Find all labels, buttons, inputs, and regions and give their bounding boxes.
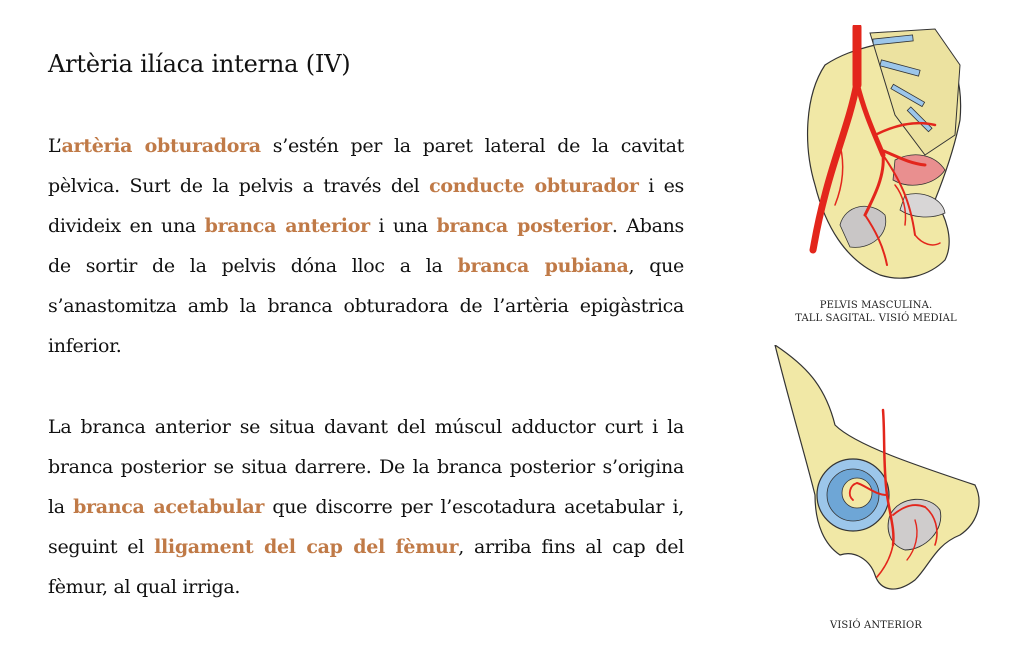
paragraph-obturator-artery: [48, 126, 684, 366]
caption-line: PELVIS MASCULINA.: [819, 300, 933, 311]
page-title: Artèria ilíaca interna (IV): [48, 50, 351, 78]
text: i es divideix en una: [48, 175, 684, 237]
highlight-term: branca anterior: [204, 215, 370, 237]
text: . Abans de sortir de la pelvis dóna lloc a la: [48, 215, 684, 277]
figure2-caption: VISIÓ ANTERIOR: [830, 620, 922, 631]
hip-anterior-illustration: [765, 345, 985, 605]
text: L’: [48, 135, 62, 157]
text: , arriba fins al cap del fèmur, al qual irriga.: [48, 536, 684, 598]
paragraph-branches: [48, 407, 684, 607]
text: La branca anterior se situa davant del múscul adductor curt i la branca posterior se situa darrere. De la branca posterior s’origina la: [48, 416, 684, 518]
highlight-term: branca pubiana: [457, 255, 629, 277]
figure1-caption: [756, 299, 996, 325]
highlight-term: branca posterior: [436, 215, 612, 237]
pelvis-sagittal-illustration: [795, 25, 965, 290]
text: s’estén per la paret lateral de la cavitat pèlvica. Surt de la pelvis a través del: [48, 135, 685, 197]
text: que discorre per l’escotadura acetabular i, seguint el: [48, 496, 684, 558]
hip-bone: [775, 345, 979, 589]
caption-line: TALL SAGITAL. VISIÓ MEDIAL: [795, 313, 957, 324]
text: i una: [369, 215, 437, 237]
highlight-term: lligament del cap del fèmur: [154, 536, 459, 558]
text: , que s’anastomitza amb la branca obturadora de l’artèria epigàstrica inferior.: [48, 255, 684, 357]
highlight-term: branca acetabular: [73, 496, 265, 518]
highlight-term: artèria obturadora: [61, 135, 261, 157]
highlight-term: conducte obturador: [429, 175, 639, 197]
